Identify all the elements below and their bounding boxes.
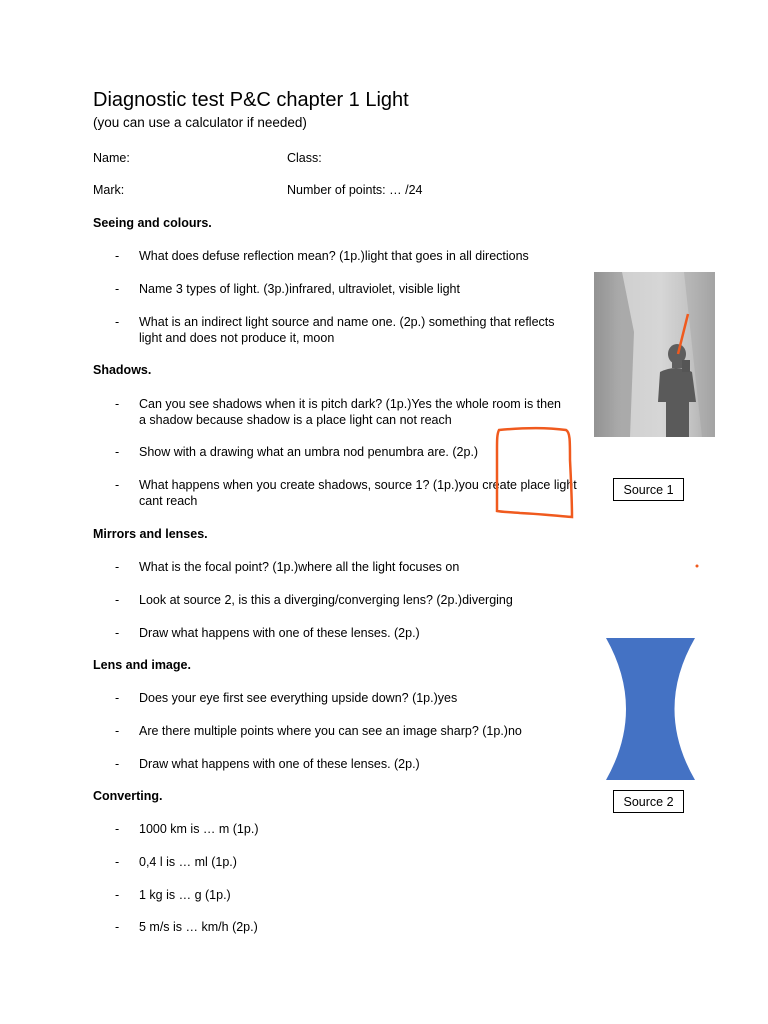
list-dash: - xyxy=(115,626,120,640)
question-converting-1: 1000 km is … m (1p.) xyxy=(139,822,259,836)
class-label: Class: xyxy=(287,151,322,165)
section-heading-lens-image: Lens and image. xyxy=(93,658,191,672)
question-lens-image-2: Are there multiple points where you can see an image sharp? (1p.)no xyxy=(139,724,522,738)
list-dash: - xyxy=(115,691,120,705)
points-label: Number of points: … /24 xyxy=(287,183,423,197)
question-shadows-1-line2: a shadow because shadow is a place light can not reach xyxy=(139,413,452,427)
list-dash: - xyxy=(115,888,120,902)
section-heading-converting: Converting. xyxy=(93,789,163,803)
list-dash: - xyxy=(115,724,120,738)
question-mirrors-2: Look at source 2, is this a diverging/converging lens? (2p.)diverging xyxy=(139,593,513,607)
shadow-person-photo xyxy=(594,272,715,437)
question-seeing-3-line1: What is an indirect light source and name one. (2p.) something that reflects xyxy=(139,315,555,329)
list-dash: - xyxy=(115,478,120,492)
diverging-lens-shape xyxy=(606,638,696,780)
list-dash: - xyxy=(115,560,120,574)
question-seeing-3-line2: light and does not produce it, moon xyxy=(139,331,335,345)
section-heading-seeing: Seeing and colours. xyxy=(93,216,212,230)
page-subtitle: (you can use a calculator if needed) xyxy=(93,115,307,130)
list-dash: - xyxy=(115,397,120,411)
list-dash: - xyxy=(115,757,120,771)
list-dash: - xyxy=(115,920,120,934)
question-shadows-1-line1: Can you see shadows when it is pitch dark? (1p.)Yes the whole room is then xyxy=(139,397,561,411)
question-shadows-3-line1: What happens when you create shadows, source 1? (1p.)you create place light xyxy=(139,478,577,492)
section-heading-mirrors: Mirrors and lenses. xyxy=(93,527,208,541)
source-2-label: Source 2 xyxy=(613,790,684,813)
question-shadows-2: Show with a drawing what an umbra nod penumbra are. (2p.) xyxy=(139,445,479,459)
list-dash: - xyxy=(115,822,120,836)
name-label: Name: xyxy=(93,151,130,165)
shadow-figure-icon xyxy=(594,272,715,437)
question-converting-2: 0,4 l is … ml (1p.) xyxy=(139,855,237,869)
question-shadows-3-line2: cant reach xyxy=(139,494,198,508)
list-dash: - xyxy=(115,315,120,329)
question-converting-3: 1 kg is … g (1p.) xyxy=(139,888,231,902)
question-mirrors-3: Draw what happens with one of these lenses. (2p.) xyxy=(139,626,420,640)
question-lens-image-1: Does your eye first see everything upside down? (1p.)yes xyxy=(139,691,458,705)
list-dash: - xyxy=(115,855,120,869)
question-seeing-1: What does defuse reflection mean? (1p.)light that goes in all directions xyxy=(139,249,529,263)
page-title: Diagnostic test P&C chapter 1 Light xyxy=(93,89,409,111)
mark-label: Mark: xyxy=(93,183,125,197)
question-converting-4: 5 m/s is … km/h (2p.) xyxy=(139,920,258,934)
list-dash: - xyxy=(115,282,120,296)
list-dash: - xyxy=(115,593,120,607)
question-mirrors-1: What is the focal point? (1p.)where all the light focuses on xyxy=(139,560,460,574)
list-dash: - xyxy=(115,445,120,459)
question-seeing-2: Name 3 types of light. (3p.)infrared, ultraviolet, visible light xyxy=(139,282,460,296)
section-heading-shadows: Shadows. xyxy=(93,363,152,377)
list-dash: - xyxy=(115,249,120,263)
question-lens-image-3: Draw what happens with one of these lenses. (2p.) xyxy=(139,757,420,771)
source-1-label: Source 1 xyxy=(613,478,684,501)
